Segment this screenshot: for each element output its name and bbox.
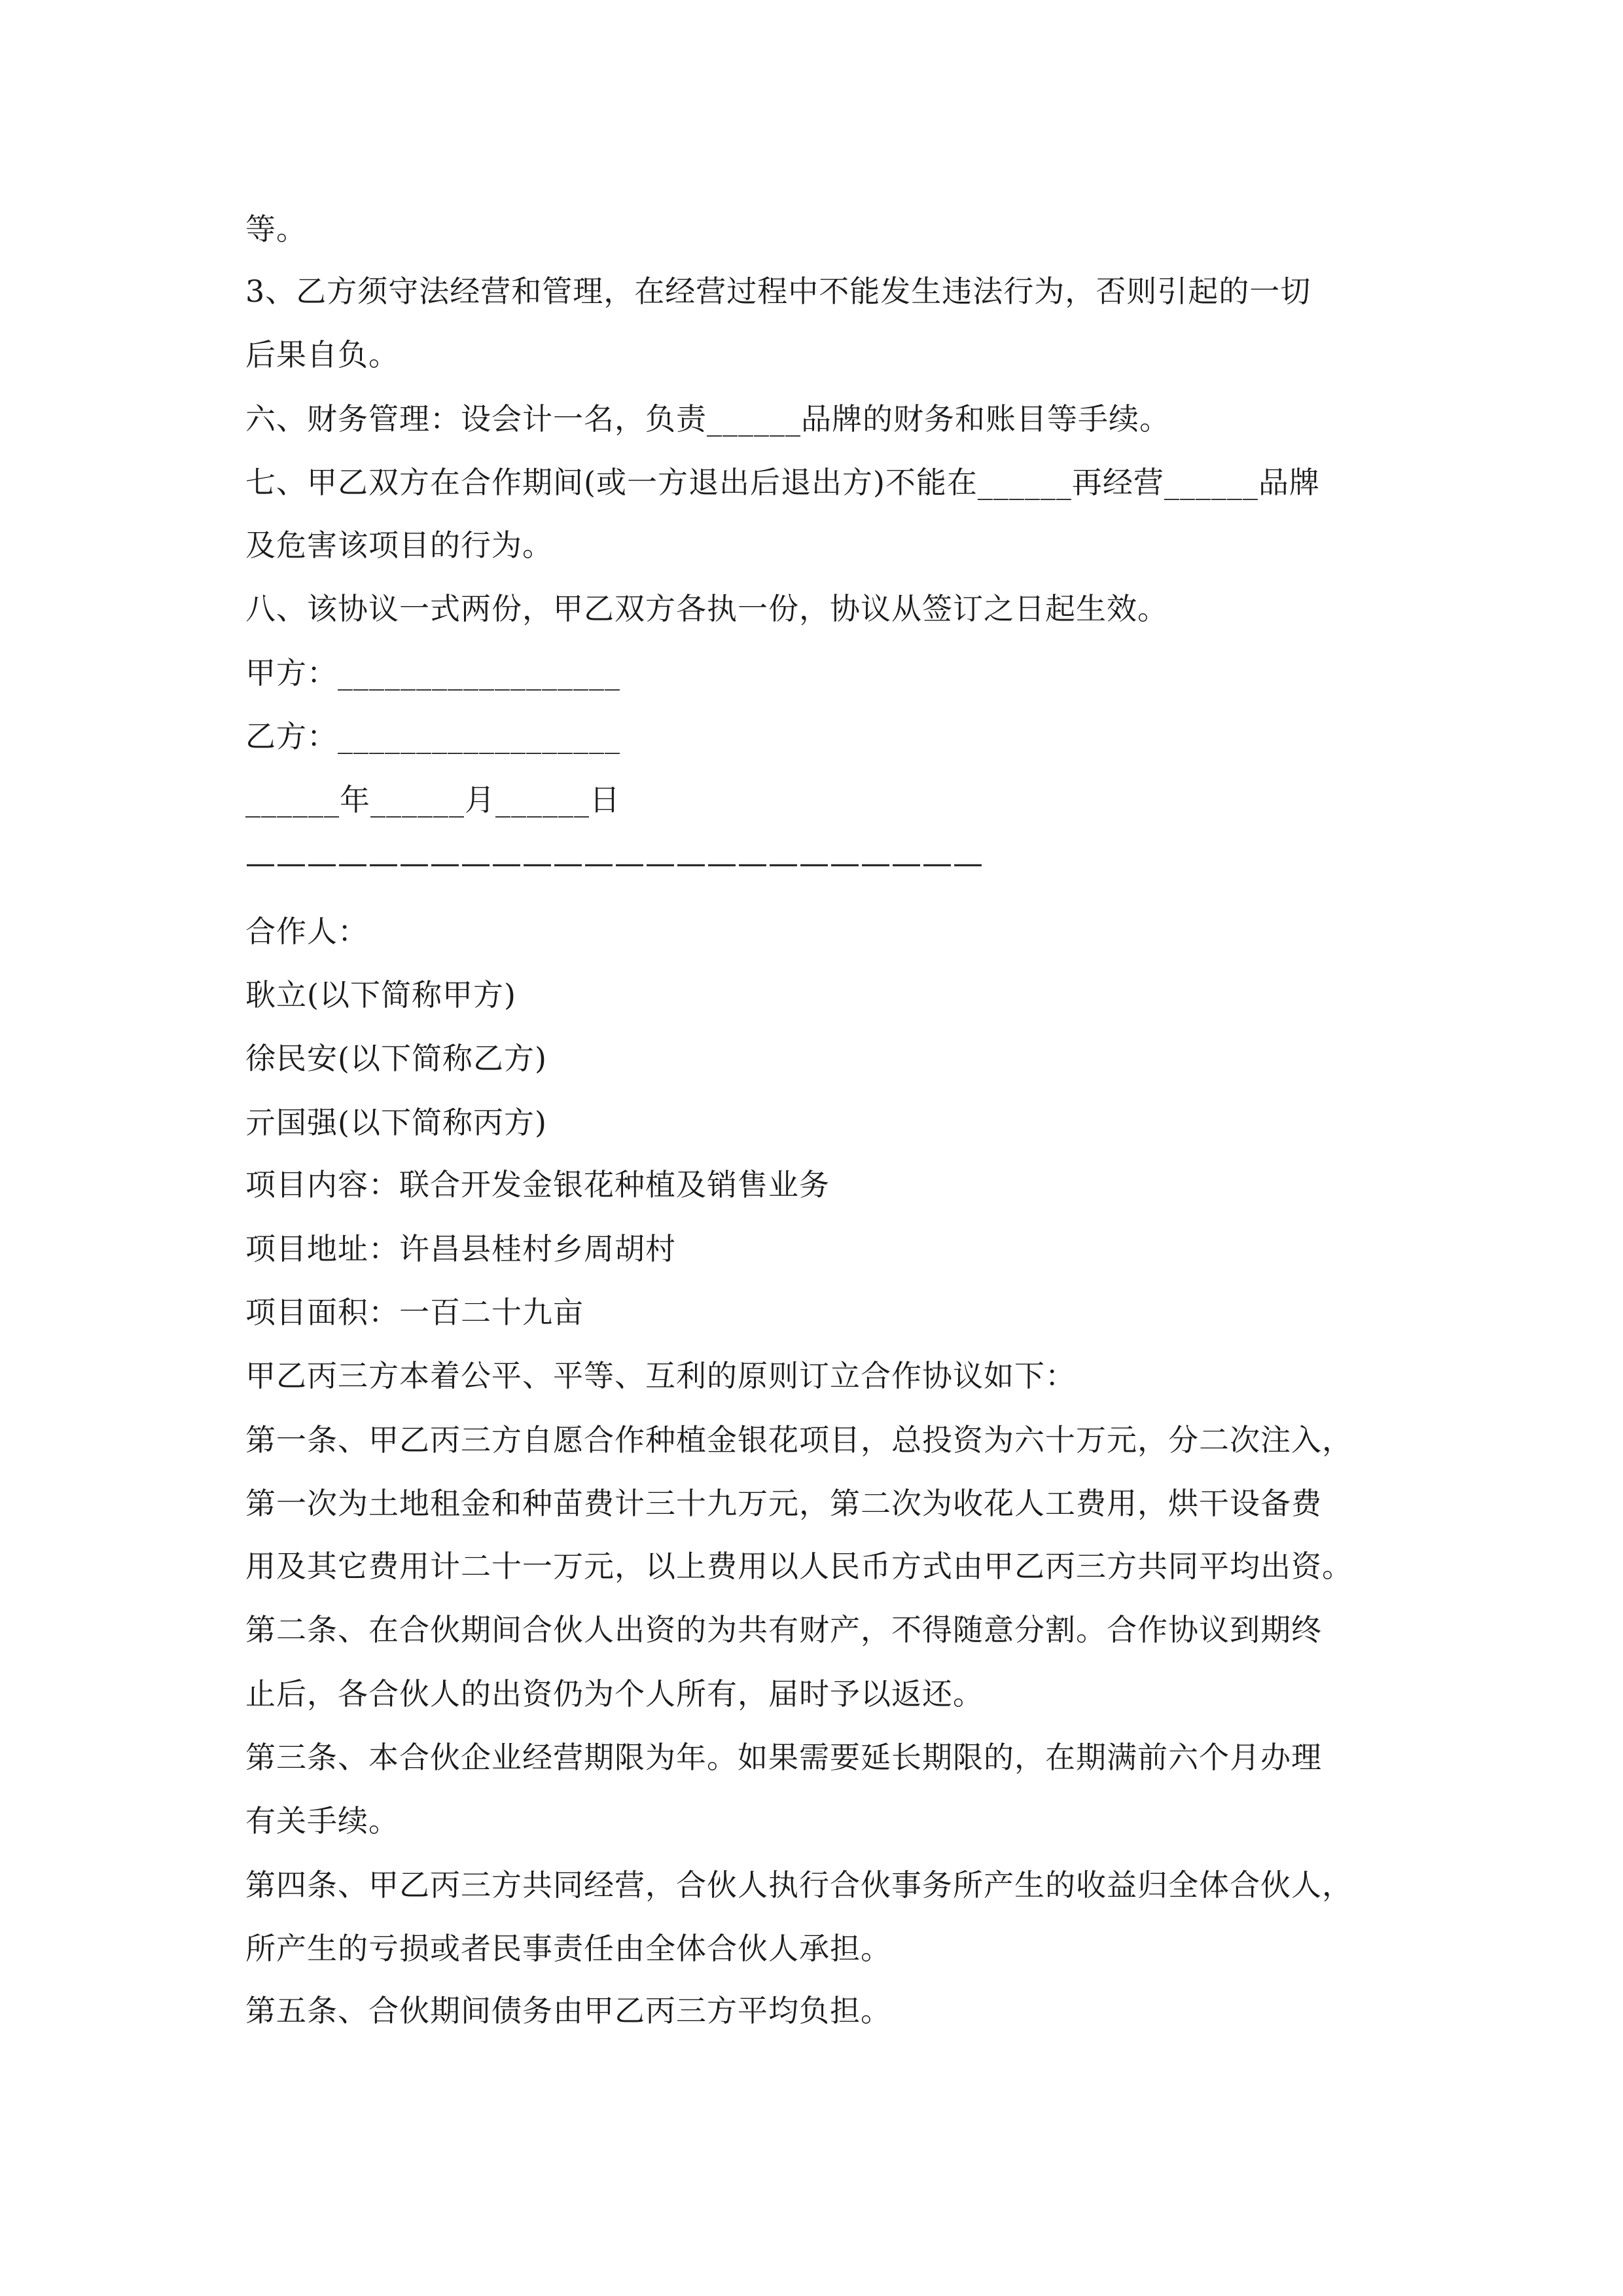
text-line: 第一条、甲乙丙三方自愿合作种植金银花项目，总投资为六十万元，分二次注入，	[245, 1422, 1353, 1458]
text-line: 用及其它费用计二十一万元，以上费用以人民币方式由甲乙丙三方共同平均出资。	[245, 1549, 1353, 1584]
text-line: 3、乙方须守法经营和管理，在经营过程中不能发生违法行为，否则引起的一切	[245, 274, 1311, 309]
date-line: ______年______月______日	[245, 782, 620, 817]
text-line: 所产生的亏损或者民事责任由全体合伙人承担。	[245, 1931, 891, 1966]
party-a-signature-line: 甲方：__________________	[245, 655, 620, 691]
text-line: 及危害该项目的行为。	[245, 528, 553, 563]
text-line: 第二条、在合伙期间合伙人出资的为共有财产，不得随意分割。合作协议到期终	[245, 1612, 1322, 1647]
text-line: 徐民安(以下简称乙方)	[245, 1041, 547, 1076]
text-line: 第五条、合伙期间债务由甲乙丙三方平均负担。	[245, 1993, 891, 2028]
text-line: 亓国强(以下简称丙方)	[245, 1105, 547, 1140]
text-line: 七、甲乙双方在合作期间(或一方退出后退出方)不能在______再经营______品牌	[245, 465, 1320, 500]
text-line: 八、该协议一式两份，甲乙双方各执一份，协议从签订之日起生效。	[245, 591, 1168, 626]
text-line: 第四条、甲乙丙三方共同经营，合伙人执行合伙事务所产生的收益归全体合伙人，	[245, 1867, 1353, 1903]
text-line: 六、财务管理：设会计一名，负责______品牌的财务和账目等手续。	[245, 401, 1170, 437]
text-line: 项目面积：一百二十九亩	[245, 1295, 584, 1330]
text-line: 等。	[245, 211, 307, 247]
text-line: 甲乙丙三方本着公平、平等、互利的原则订立合作协议如下：	[245, 1358, 1076, 1393]
text-line: 有关手续。	[245, 1803, 399, 1839]
text-line: 项目内容：联合开发金银花种植及销售业务	[245, 1167, 830, 1202]
text-line: 第三条、本合伙企业经营期限为年。如果需要延长期限的，在期满前六个月办理	[245, 1740, 1322, 1775]
text-line: 止后，各合伙人的出资仍为个人所有，届时予以返还。	[245, 1676, 984, 1712]
separator-line: ————————————————————————	[245, 845, 984, 880]
text-line: 项目地址：许昌县桂村乡周胡村	[245, 1231, 676, 1266]
text-line: 第一次为土地租金和种苗费计三十九万元，第二次为收花人工费用，烘干设备费	[245, 1486, 1322, 1521]
text-line: 耿立(以下简称甲方)	[245, 977, 516, 1013]
text-line: 合作人：	[245, 914, 368, 949]
party-b-signature-line: 乙方：__________________	[245, 719, 620, 754]
text-line: 后果自负。	[245, 337, 399, 372]
